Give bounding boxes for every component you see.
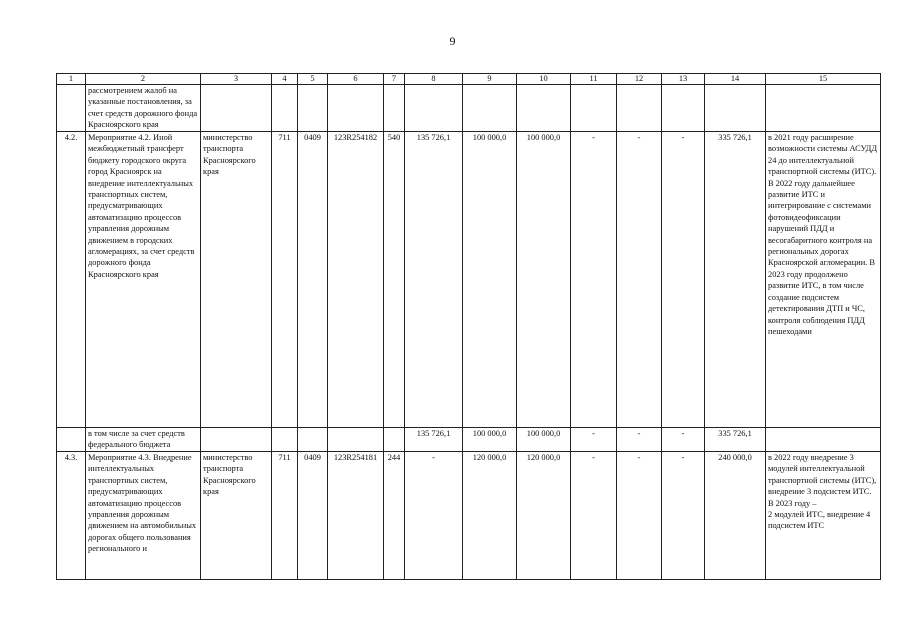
measure-name-cell: Мероприятие 4.2. Иной межбюджетный трансферт бюджету городского округа город Красноярск на внедрение интеллектуальных транспортных систем, предусматривающих автоматизацию процессов управления дорожным движением в городских агломерациях, за счет средств дорожного фонда Красноярского края [86, 132, 201, 428]
header-cell: 12 [617, 74, 662, 85]
page-number: 9 [449, 34, 456, 48]
measure-name-cell: в том числе за счет средств федерального бюджета [86, 428, 201, 452]
code-cell: 123R254181 [328, 452, 384, 580]
amount-cell: 100 000,0 [463, 428, 517, 452]
total-cell: 335 726,1 [705, 428, 766, 452]
amount-cell: - [662, 428, 705, 452]
header-cell: 2 [86, 74, 201, 85]
code-cell: 711 [272, 132, 298, 428]
code-cell: 711 [272, 452, 298, 580]
code-cell: 0409 [298, 452, 328, 580]
total-cell: 335 726,1 [705, 132, 766, 428]
header-cell: 14 [705, 74, 766, 85]
table-row-4-3 [57, 452, 881, 580]
amount-cell: 135 726,1 [405, 132, 463, 428]
table-row-federal [57, 428, 881, 452]
header-row [57, 74, 881, 85]
amount-cell: - [571, 428, 617, 452]
result-cell: в 2021 году расширение возможности системы АСУДД 24 до интеллектуальной транспортной системы (ИТС). В 2022 году дальнейшее развитие ИТС и интегрирование с системами фотовидеофиксации нарушений ПДД и весогабаритного контроля на региональных дорогах Красноярской агломерации. В 2023 году продолжено развитие ИТС, в том числе создание подсистем детектирования ДТП и ЧС, контроля соблюдения ПДД пешеходами [766, 132, 881, 428]
header-cell: 13 [662, 74, 705, 85]
amount-cell: - [571, 132, 617, 428]
amount-cell: 120 000,0 [517, 452, 571, 580]
code-cell: 540 [384, 132, 405, 428]
row-number: 4.2. [57, 132, 86, 428]
code-cell: 244 [384, 452, 405, 580]
amount-cell: - [617, 428, 662, 452]
table-row-continuation [57, 85, 881, 132]
amount-cell: - [405, 452, 463, 580]
ministry-cell: министерство транспорта Красноярского края [201, 132, 272, 428]
measure-name-cell: рассмотрением жалоб на указанные постановления, за счет средств дорожного фонда Красноярского края [86, 85, 201, 132]
header-cell: 9 [463, 74, 517, 85]
code-cell: 0409 [298, 132, 328, 428]
table-row-4-2 [57, 132, 881, 428]
header-cell: 6 [328, 74, 384, 85]
header-cell: 3 [201, 74, 272, 85]
amount-cell: - [662, 132, 705, 428]
amount-cell: - [617, 132, 662, 428]
amount-cell: 135 726,1 [405, 428, 463, 452]
amount-cell: 100 000,0 [463, 132, 517, 428]
header-cell: 7 [384, 74, 405, 85]
row-number: 4.3. [57, 452, 86, 580]
ministry-cell: министерство транспорта Красноярского края [201, 452, 272, 580]
code-cell: 123R254182 [328, 132, 384, 428]
amount-cell: 100 000,0 [517, 428, 571, 452]
amount-cell: - [571, 452, 617, 580]
header-cell: 15 [766, 74, 881, 85]
header-cell: 1 [57, 74, 86, 85]
measure-name-cell: Мероприятие 4.3. Внедрение интеллектуальных транспортных систем, предусматривающих автоматизацию процессов управления дорожным движением на автомобильных дорогах общего пользования регионального и [86, 452, 201, 580]
header-cell: 10 [517, 74, 571, 85]
budget-table [56, 73, 881, 580]
amount-cell: - [617, 452, 662, 580]
header-cell: 8 [405, 74, 463, 85]
result-cell: в 2022 году внедрение 3 модулей интеллектуальной транспортной системы (ИТС), внедрение 3 подсистем ИТС. В 2023 году – 2 модулей ИТС, внедрение 4 подсистем ИТС [766, 452, 881, 580]
amount-cell: 100 000,0 [517, 132, 571, 428]
header-cell: 5 [298, 74, 328, 85]
amount-cell: - [662, 452, 705, 580]
header-cell: 4 [272, 74, 298, 85]
header-cell: 11 [571, 74, 617, 85]
total-cell: 240 000,0 [705, 452, 766, 580]
amount-cell: 120 000,0 [463, 452, 517, 580]
